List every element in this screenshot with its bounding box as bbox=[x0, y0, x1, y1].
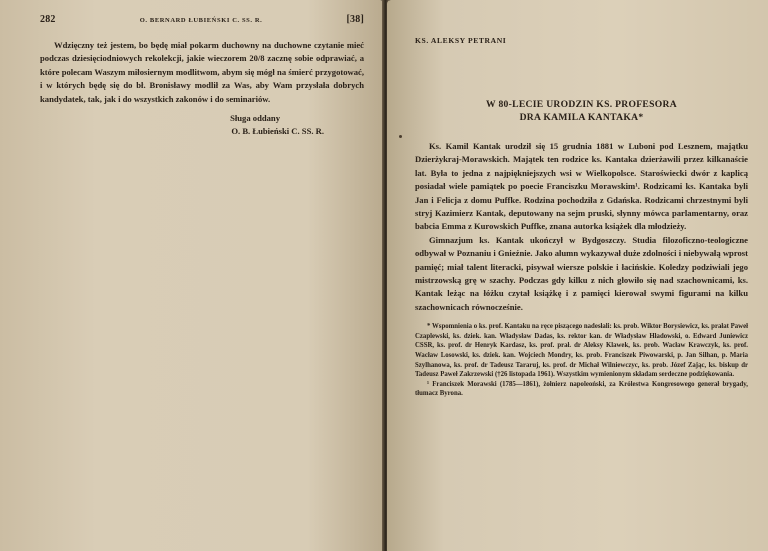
page-number: 282 bbox=[40, 14, 56, 25]
letter-signature: O. B. Łubieński C. SS. R. bbox=[231, 126, 324, 137]
letter-closing: Sługa oddany bbox=[230, 113, 280, 124]
article-author: KS. ALEKSY PETRANI bbox=[415, 36, 507, 45]
footnote-2: ¹ Franciszek Morawski (1785—1861), żołnierz napoleoński, za Królestwa Kongresowego generał brygady, tłumacz Byrona. bbox=[415, 380, 748, 398]
article-title-line-2: DRA KAMILA KANTAKA* bbox=[519, 111, 644, 123]
letter-paragraph: Wdzięczny też jestem, bo będę miał pokarm duchowny na duchowne czytanie mieć podczas dziesięciodniowych rekolekcji, jakie wieczorem 20/8 zacznę sobie odprawiać, a które polecam Waszym miłosiernym modlitwom, abym się mógł na śmierć przygotować, i w których będę się do bł. Bronisławy modlił za Was, aby Wam przysłała dobrych kandydatek, tak, jak i do wszystkich zakonów i do seminariów. bbox=[40, 40, 364, 104]
article-paragraph-1: Ks. Kamil Kantak urodził się 15 grudnia 1881 w Luboni pod Lesznem, majątku Dzierżykraj-Morawskich. Majątek ten rodzice ks. Kantaka dzierżawili przez kilkanaście lat. Była to jedna z najpiękniejszych wsi w Wielkopolsce. Staroświecki dwór z kaplicą posiadał wiele pamiątek po poecie Franciszku Morawskim¹. Rodzicami ks. Kantaka byli Jan i Felicja z domu Puffke. Rodzina pochodziła z Gdańska. Rodzicami chrzestnymi byli stryj Kazimierz Kantak, deputowany na sejm pruski, słynny mówca parlamentarny, oraz babcia Emma z Kurowskich Puffke, znana autorka książek dla młodzieży. bbox=[415, 141, 748, 232]
article-title bbox=[415, 99, 748, 124]
running-head-title: O. BERNARD ŁUBIEŃSKI C. SS. R. bbox=[139, 17, 263, 24]
article-paragraph-2: Gimnazjum ks. Kantak ukończył w Bydgoszczy. Studia filozoficzno-teologiczne odbywał w Poznaniu i Gnieźnie. Jako alumn wykazywał duże zdolności i niebywałą wprost pamięć; miał talent literacki, pisywał wiersze polskie i łacińskie. Koledzy podziwiali jego mistrzowską grę w szachy. Podczas gdy kilku z nich głowiło się nad szachownicami, ks. Kantak leżąc na łóżku czytał książkę i z pamięci kierował swymi figurami na kilku szachownicach równocześnie. bbox=[415, 234, 748, 312]
footnote-1: * Wspomnienia o ks. prof. Kantaku na ręce piszącego nadesłali: ks. prob. Wiktor Borysiewicz, ks. prałat Paweł Czaplewski, ks. dziek. kan. Władysław Dadas, ks. rektor kan. dr Władysław Hładowski, o. Edward Juniewicz CSSR, ks. prof. dr Henryk Kardasz, ks. prof. prał. dr Aleksy Klawek, ks. prob. Wacław Krawczyk, ks. prof. Wacław Losowski, ks. dziek. kan. Wojciech Mondry, ks. prob. Franciszek Piwowarski, p. Jan Silhan, p. Maria Szylhanowa, ks. prof. dr Tadeusz Tararuj, ks. prof. dr Michał Wilniewczyc, ks. prob. Józef Zając, ks. biskup dr Tadeusz Paweł Zakrzewski (†26 listopada 1961). Wszystkim wymienionym składam serdeczne podziękowania. bbox=[415, 323, 748, 379]
letter-number: [38] bbox=[346, 14, 364, 25]
right-page bbox=[387, 0, 768, 551]
left-running-head bbox=[40, 14, 364, 25]
footnote-spacer bbox=[415, 314, 748, 322]
margin-mark bbox=[399, 135, 402, 138]
article-title-line-1: W 80-LECIE URODZIN KS. PROFESORA bbox=[486, 99, 677, 110]
